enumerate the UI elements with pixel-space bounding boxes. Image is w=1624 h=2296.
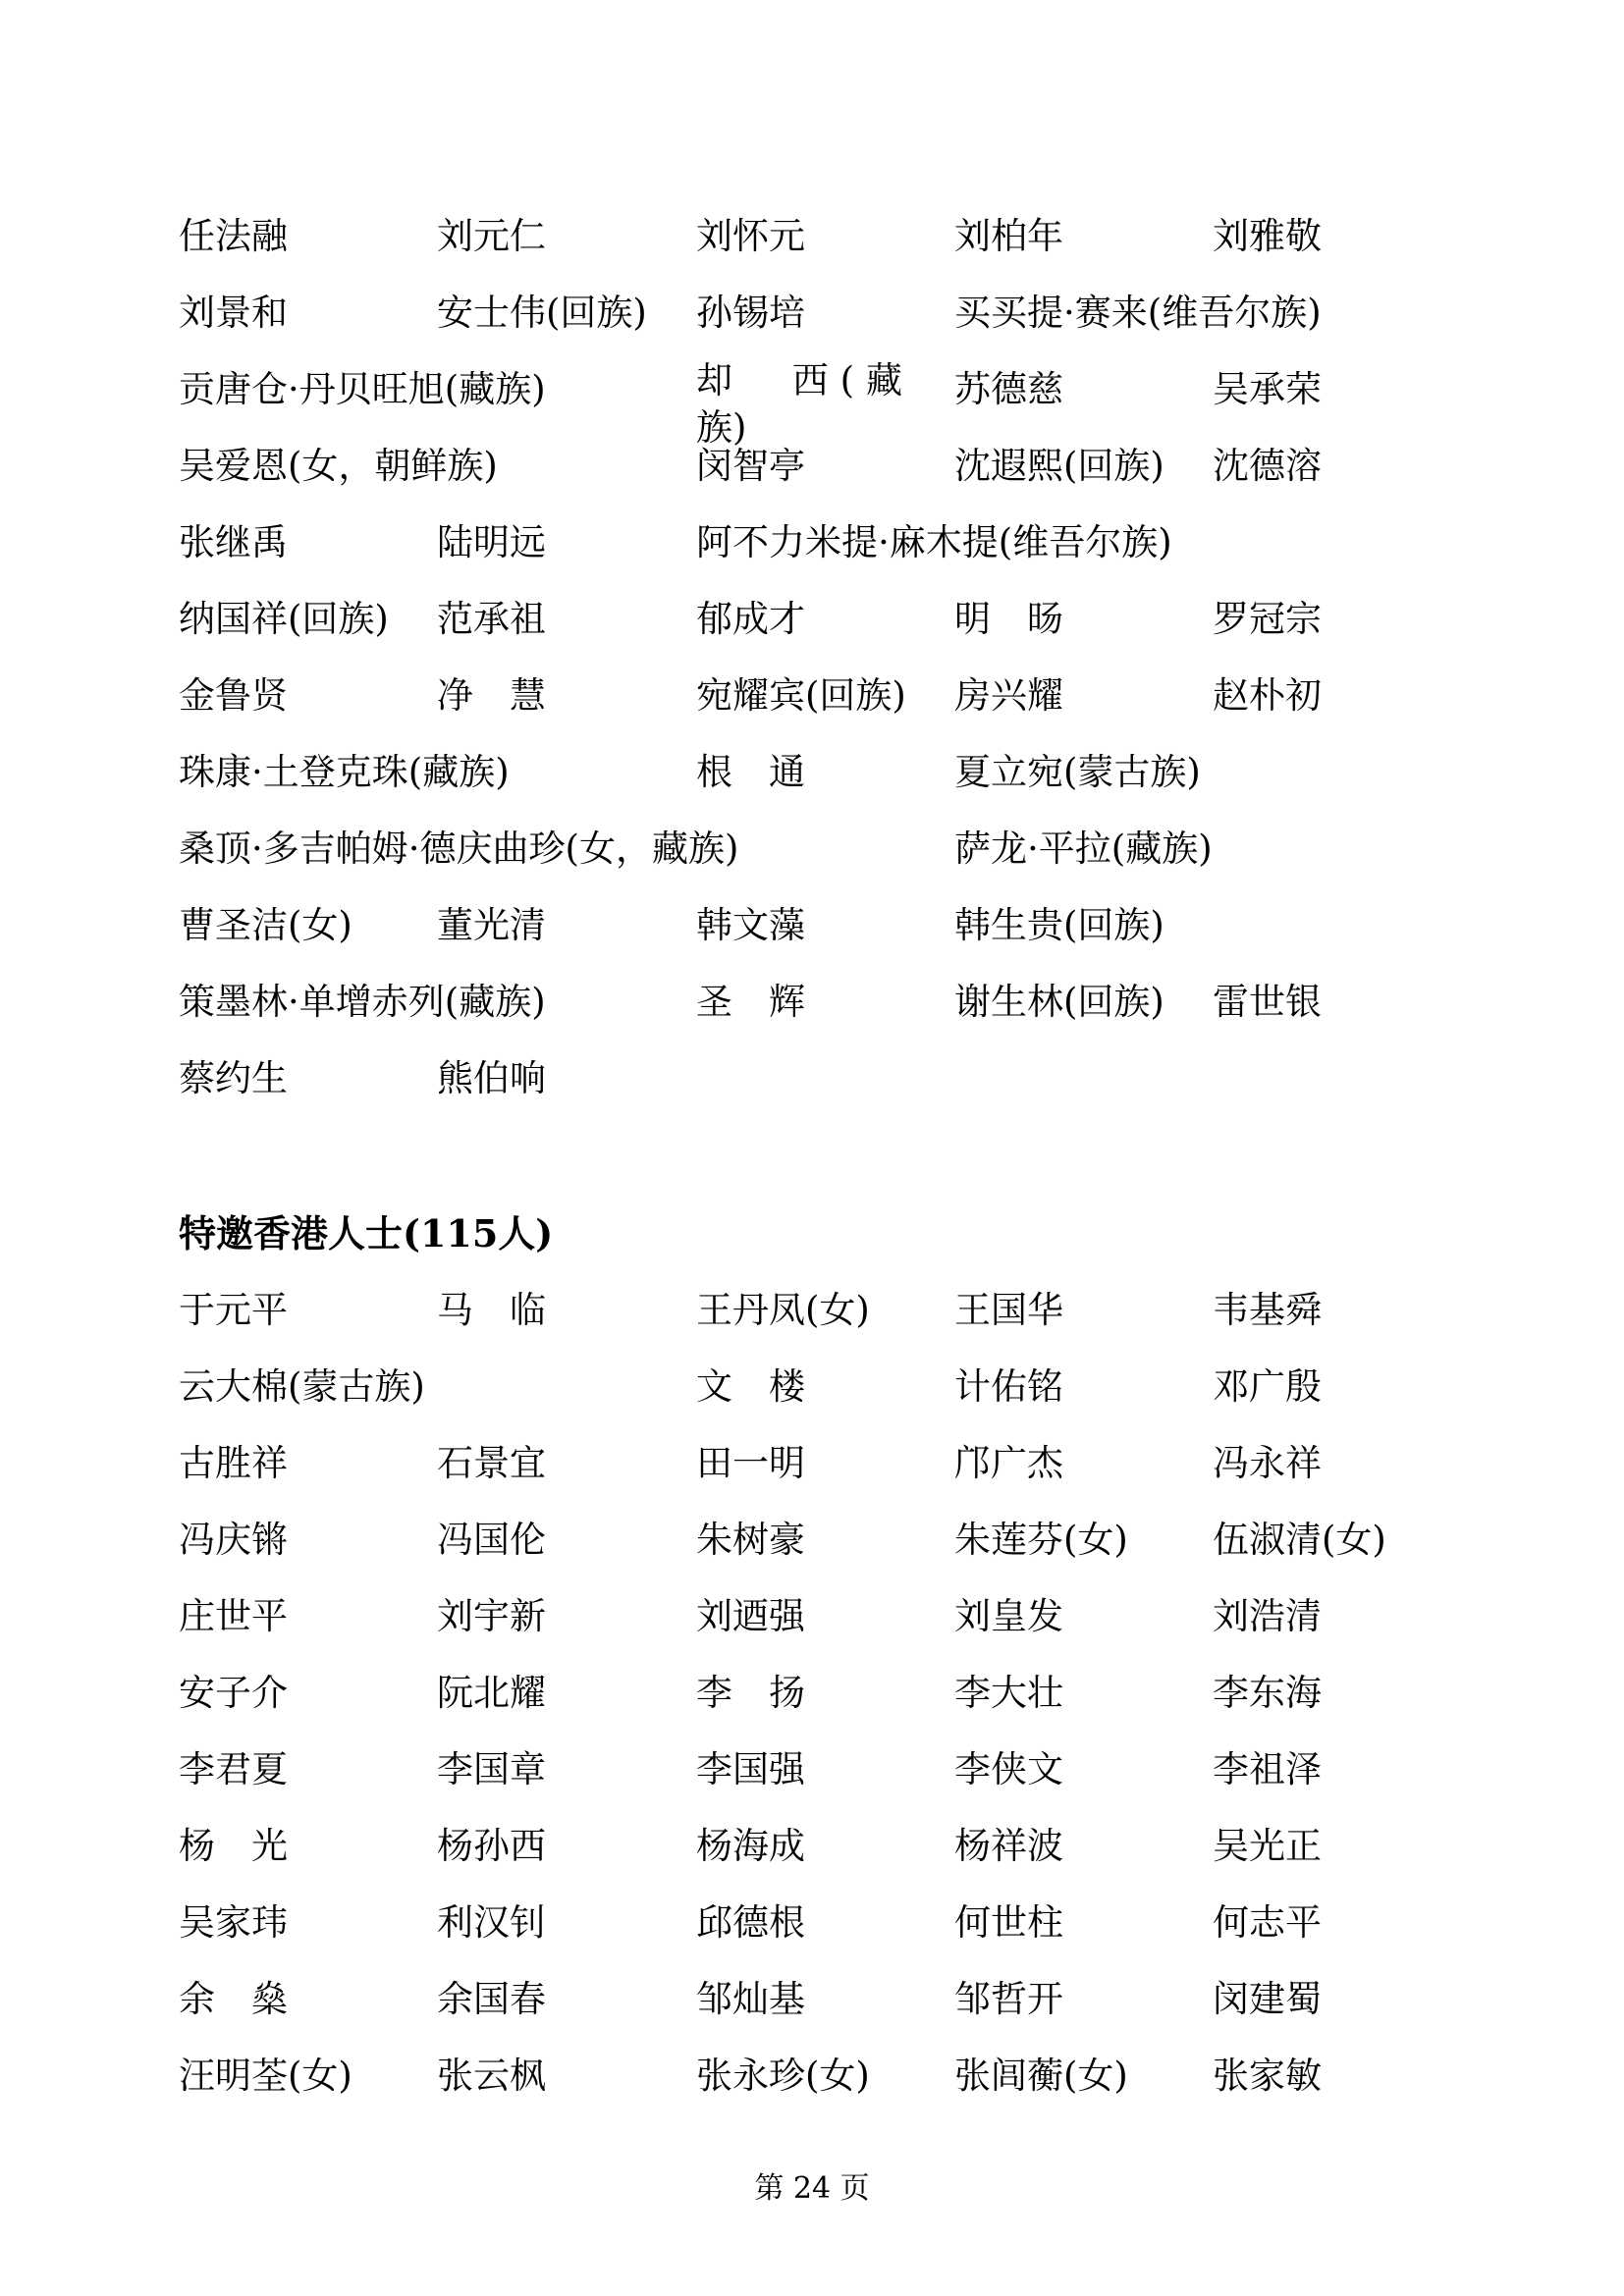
list-row [179, 1425, 1455, 1502]
name-entry: 何世柱 [954, 1901, 1063, 1944]
name-entry: 刘柏年 [954, 215, 1063, 257]
name-entry: 伍淑清(女) [1213, 1519, 1386, 1561]
name-entry: 邓广殷 [1213, 1365, 1322, 1408]
name-entry: 曹圣洁(女) [179, 904, 352, 946]
name-entry: 杨海成 [696, 1825, 805, 1867]
name-entry: 庄世平 [179, 1595, 288, 1637]
name-entry: 策墨林·单增赤列(藏族) [179, 981, 546, 1023]
list-row [179, 1578, 1455, 1655]
name-entry: 吴家玮 [179, 1901, 288, 1944]
list-row [179, 658, 1455, 734]
name-entry: 杨孙西 [437, 1825, 546, 1867]
name-entry: 计佑铭 [954, 1365, 1063, 1408]
name-entry: 刘雅敬 [1213, 215, 1322, 257]
name-entry: 云大棉(蒙古族) [179, 1365, 425, 1408]
name-entry: 陆明远 [437, 521, 546, 563]
name-entry: 邹灿基 [696, 1978, 805, 2020]
list-row [179, 1961, 1455, 2038]
name-entry: 董光清 [437, 904, 546, 946]
section-title: 特邀香港人士(115人) [179, 1211, 554, 1255]
name-entry: 马 临 [437, 1289, 546, 1331]
name-entry: 赵朴初 [1213, 674, 1322, 717]
name-entry: 何志平 [1213, 1901, 1322, 1944]
name-entry: 朱莲芬(女) [954, 1519, 1128, 1561]
name-entry: 杨 光 [179, 1825, 288, 1867]
name-entry: 刘怀元 [696, 215, 805, 257]
name-entry: 利汉钊 [437, 1901, 546, 1944]
name-entry: 蔡约生 [179, 1057, 288, 1099]
name-entry: 安子介 [179, 1672, 288, 1714]
name-entry: 李君夏 [179, 1748, 288, 1790]
name-entry: 李国强 [696, 1748, 805, 1790]
name-entry: 石景宜 [437, 1442, 546, 1484]
name-entry: 桑顶·多吉帕姆·德庆曲珍(女，藏族) [179, 828, 739, 870]
name-entry: 汪明荃(女) [179, 2055, 352, 2097]
name-entry: 闵智亭 [696, 445, 805, 487]
page-number: 第 24 页 [754, 2171, 870, 2206]
name-entry: 苏德慈 [954, 368, 1063, 410]
name-entry: 李 扬 [696, 1672, 805, 1714]
name-entry: 张云枫 [437, 2055, 546, 2097]
name-entry: 谢生林(回族) [954, 981, 1164, 1023]
name-entry: 阿不力米提·麻木提(维吾尔族) [696, 521, 1172, 563]
list-row [179, 1502, 1455, 1578]
list-row [179, 198, 1455, 275]
name-entry: 文 楼 [696, 1365, 805, 1408]
name-entry: 李东海 [1213, 1672, 1322, 1714]
name-entry: 李国章 [437, 1748, 546, 1790]
name-entry: 冯永祥 [1213, 1442, 1322, 1484]
name-entry: 张家敏 [1213, 2055, 1322, 2097]
name-entry: 朱树豪 [696, 1519, 805, 1561]
list-row [179, 734, 1455, 811]
name-entry: 净 慧 [437, 674, 546, 717]
name-entry: 阮北耀 [437, 1672, 546, 1714]
name-entry: 余 燊 [179, 1978, 288, 2020]
name-entry: 冯庆锵 [179, 1519, 288, 1561]
name-entry: 纳国祥(回族) [179, 598, 389, 640]
name-entry: 贡唐仓·丹贝旺旭(藏族) [179, 368, 546, 410]
name-entry: 李大壮 [954, 1672, 1063, 1714]
name-entry: 邹哲开 [954, 1978, 1063, 2020]
name-entry: 韦基舜 [1213, 1289, 1322, 1331]
name-entry: 孙锡培 [696, 292, 805, 334]
name-entry: 刘迺强 [696, 1595, 805, 1637]
name-entry: 夏立宛(蒙古族) [954, 751, 1201, 793]
name-entry: 吴承荣 [1213, 368, 1322, 410]
name-entry: 田一明 [696, 1442, 805, 1484]
name-entry: 邝广杰 [954, 1442, 1063, 1484]
list-row [179, 428, 1455, 505]
list-row [179, 1349, 1455, 1425]
name-entry: 邱德根 [696, 1901, 805, 1944]
name-entry: 古胜祥 [179, 1442, 288, 1484]
name-entry: 李侠文 [954, 1748, 1063, 1790]
name-entry: 沈遐熙(回族) [954, 445, 1164, 487]
name-entry: 刘浩清 [1213, 1595, 1322, 1637]
name-entry: 沈德溶 [1213, 445, 1322, 487]
name-entry: 范承祖 [437, 598, 546, 640]
list-row [179, 505, 1455, 581]
name-entry: 刘元仁 [437, 215, 546, 257]
name-entry: 明 旸 [954, 598, 1063, 640]
list-row [179, 1732, 1455, 1808]
name-entry: 王国华 [954, 1289, 1063, 1331]
name-entry: 金鲁贤 [179, 674, 288, 717]
name-entry: 张闾蘅(女) [954, 2055, 1128, 2097]
name-list-religious [179, 198, 1455, 1117]
name-entry: 熊伯响 [437, 1057, 546, 1099]
name-entry: 吴爱恩(女，朝鲜族) [179, 445, 498, 487]
name-entry: 房兴耀 [954, 674, 1063, 717]
name-entry: 李祖泽 [1213, 1748, 1322, 1790]
name-list-hong-kong [179, 1272, 1455, 2114]
name-entry: 刘皇发 [954, 1595, 1063, 1637]
list-row [179, 581, 1455, 658]
list-row [179, 964, 1455, 1041]
list-row [179, 275, 1455, 351]
list-row [179, 811, 1455, 887]
name-entry: 张永珍(女) [696, 2055, 870, 2097]
list-row [179, 1808, 1455, 1885]
name-entry: 刘景和 [179, 292, 288, 334]
name-entry: 韩文藻 [696, 904, 805, 946]
list-row [179, 2038, 1455, 2114]
name-entry: 珠康·土登克珠(藏族) [179, 751, 510, 793]
name-entry: 根 通 [696, 751, 805, 793]
name-entry: 张继禹 [179, 521, 288, 563]
name-entry: 韩生贵(回族) [954, 904, 1164, 946]
name-entry: 买买提·赛来(维吾尔族) [954, 292, 1322, 334]
list-row [179, 1885, 1455, 1961]
name-entry: 却 西(藏族) [696, 359, 902, 449]
name-entry: 罗冠宗 [1213, 598, 1322, 640]
name-entry: 圣 辉 [696, 981, 805, 1023]
list-row [179, 351, 1455, 449]
list-row [179, 1272, 1455, 1349]
name-entry: 宛耀宾(回族) [696, 674, 906, 717]
list-row [179, 1041, 1455, 1117]
list-row [179, 1655, 1455, 1732]
name-entry: 闵建蜀 [1213, 1978, 1322, 2020]
name-entry: 雷世银 [1213, 981, 1322, 1023]
name-entry: 郁成才 [696, 598, 805, 640]
name-entry: 萨龙·平拉(藏族) [954, 828, 1213, 870]
name-entry: 于元平 [179, 1289, 288, 1331]
name-entry: 安士伟(回族) [437, 292, 647, 334]
name-entry: 冯国伦 [437, 1519, 546, 1561]
list-row [179, 887, 1455, 964]
name-entry: 余国春 [437, 1978, 546, 2020]
name-entry: 刘宇新 [437, 1595, 546, 1637]
name-entry: 吴光正 [1213, 1825, 1322, 1867]
name-entry: 任法融 [179, 215, 288, 257]
name-entry: 杨祥波 [954, 1825, 1063, 1867]
name-entry: 王丹凤(女) [696, 1289, 870, 1331]
